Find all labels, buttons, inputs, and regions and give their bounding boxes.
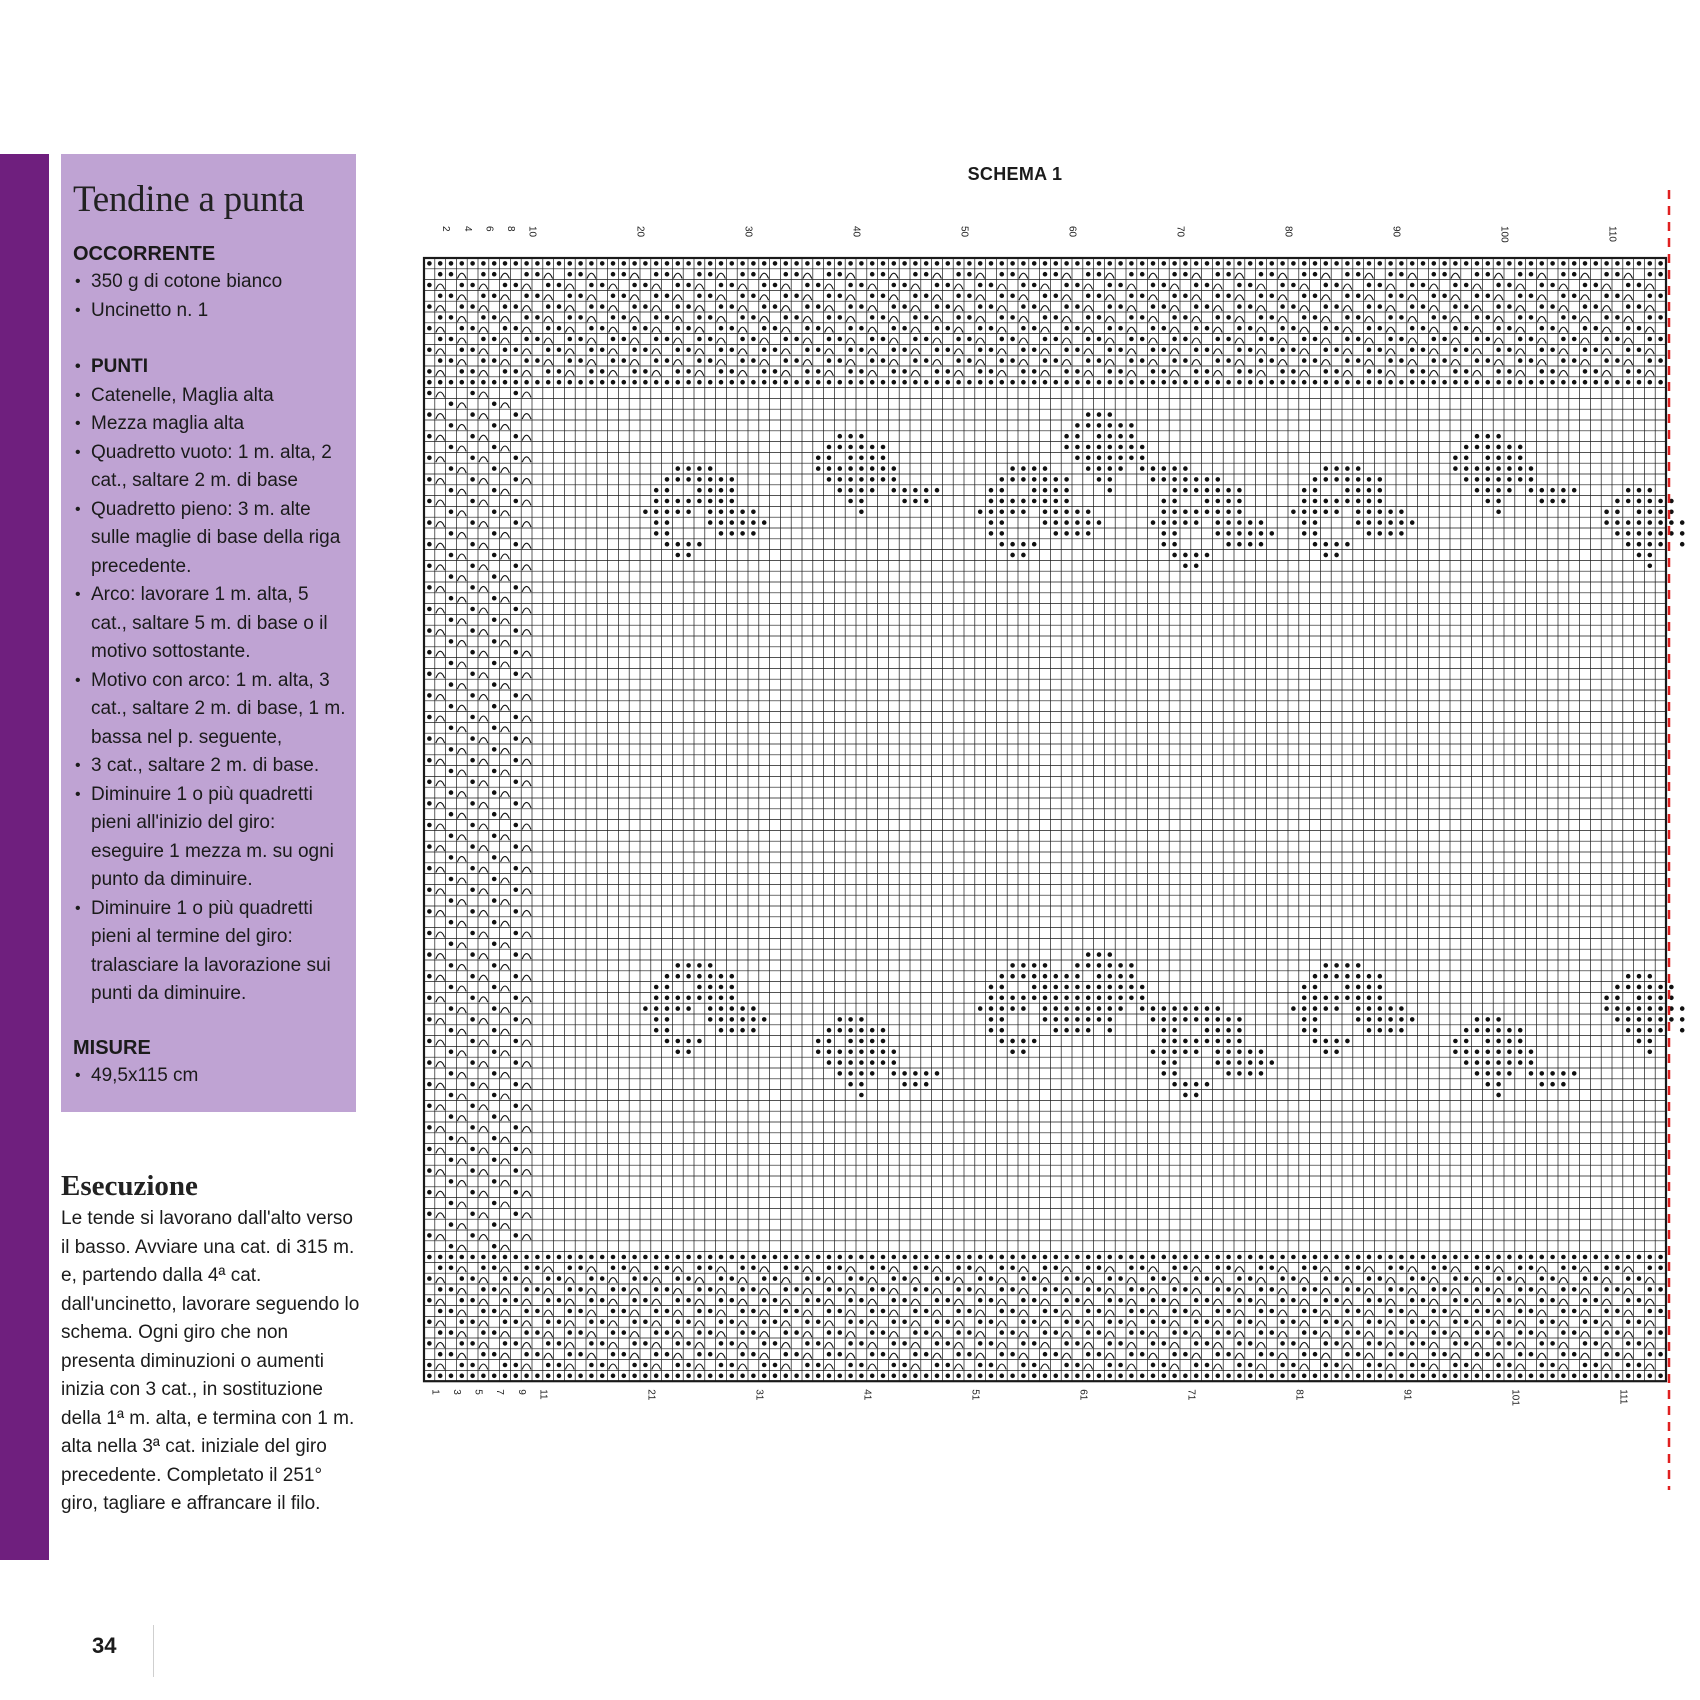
col-label-bottom: 71	[1185, 1389, 1197, 1401]
list-item: • 49,5x115 cm	[73, 1062, 348, 1091]
page-number: 34	[92, 1633, 117, 1658]
col-label-bottom: 1	[429, 1389, 441, 1395]
list-item: • Arco: lavorare 1 m. alta, 5 cat., saltare 5 m. di base o il motivo sottostante.	[73, 581, 348, 667]
list-item: • 3 cat., saltare 2 m. di base.	[73, 752, 348, 781]
col-label-bottom: 91	[1401, 1389, 1413, 1401]
col-label-bottom: 111	[1617, 1389, 1629, 1405]
col-label-top: 20	[634, 226, 646, 238]
chart-grid-lines	[424, 258, 1666, 1381]
list-item: • Quadretto vuoto: 1 m. alta, 2 cat., saltare 2 m. di base	[73, 439, 348, 496]
col-label-top: 10	[526, 226, 538, 238]
col-label-bottom: 31	[753, 1389, 765, 1401]
col-label-top: 70	[1174, 226, 1186, 238]
esecuzione-title: Esecuzione	[61, 1170, 198, 1202]
col-label-bottom: 61	[1077, 1389, 1089, 1401]
occorrente-heading: OCCORRENTE	[73, 243, 216, 265]
list-item: • Uncinetto n. 1	[73, 297, 348, 326]
occorrente-list	[73, 268, 348, 325]
col-label-bottom: 21	[645, 1389, 657, 1401]
list-item: • Catenelle, Maglia alta	[73, 382, 348, 411]
col-label-bottom: 7	[494, 1389, 506, 1395]
list-item: • Quadretto pieno: 3 m. alte sulle maglie di base della riga precedente.	[73, 496, 348, 582]
col-label-top: 40	[850, 226, 862, 238]
punti-heading: • PUNTI	[73, 353, 348, 382]
col-label-bottom: 81	[1293, 1389, 1305, 1401]
col-label-bottom: 3	[451, 1389, 462, 1395]
page-divider	[153, 1625, 154, 1677]
misure-list	[73, 1062, 348, 1091]
list-item: • Motivo con arco: 1 m. alta, 3 cat., saltare 2 m. di base, 1 m. bassa nel p. seguente,	[73, 667, 348, 753]
col-label-top: 8	[505, 226, 516, 232]
col-label-top: 100	[1498, 226, 1510, 243]
col-label-top: 4	[461, 226, 473, 232]
materials-box	[61, 154, 356, 1112]
col-label-bottom: 41	[861, 1389, 873, 1401]
col-label-top: 110	[1606, 226, 1618, 242]
col-label-top: 60	[1066, 226, 1078, 238]
col-label-top: 80	[1282, 226, 1294, 238]
punti-list	[73, 353, 348, 1009]
col-label-top: 90	[1390, 226, 1402, 238]
list-item: • Diminuire 1 o più quadretti pieni all'inizio del giro: eseguire 1 mezza m. su ogni punto da diminuire.	[73, 781, 348, 895]
list-item: • Diminuire 1 o più quadretti pieni al termine del giro: tralasciare la lavorazione sui punti da diminuire.	[73, 895, 348, 1009]
col-label-bottom: 11	[537, 1389, 549, 1400]
col-label-bottom: 5	[472, 1389, 484, 1395]
page-title: Tendine a punta	[73, 179, 305, 220]
misure-heading: MISURE	[73, 1036, 151, 1059]
esecuzione-text: Le tende si lavorano dall'alto verso il basso. Avviare una cat. di 315 m. e, partendo dalla 4ª cat. dall'uncinetto, lavorare seguendo lo schema. Ogni giro che non presenta diminuzioni o aumenti inizia con 3 cat., in sostituzione della 1ª m. alta, e termina con 1 m. alta nella 3ª cat. iniziale del giro precedente. Completato il 251° giro, tagliare e affrancare il filo.	[61, 1208, 360, 1514]
col-label-top: 2	[440, 226, 452, 232]
side-color-bar	[0, 154, 49, 1560]
list-item: • Mezza maglia alta	[73, 410, 348, 439]
col-label-bottom: 51	[969, 1389, 981, 1401]
col-label-bottom: 101	[1509, 1389, 1521, 1406]
col-label-top: 6	[483, 226, 495, 232]
crochet-chart	[400, 190, 1685, 1490]
list-item: • 350 g di cotone bianco	[73, 268, 348, 297]
col-label-top: 50	[958, 226, 970, 238]
col-label-top: 30	[742, 226, 754, 238]
col-label-bottom: 9	[515, 1389, 527, 1395]
schema-title: SCHEMA 1	[967, 164, 1063, 184]
